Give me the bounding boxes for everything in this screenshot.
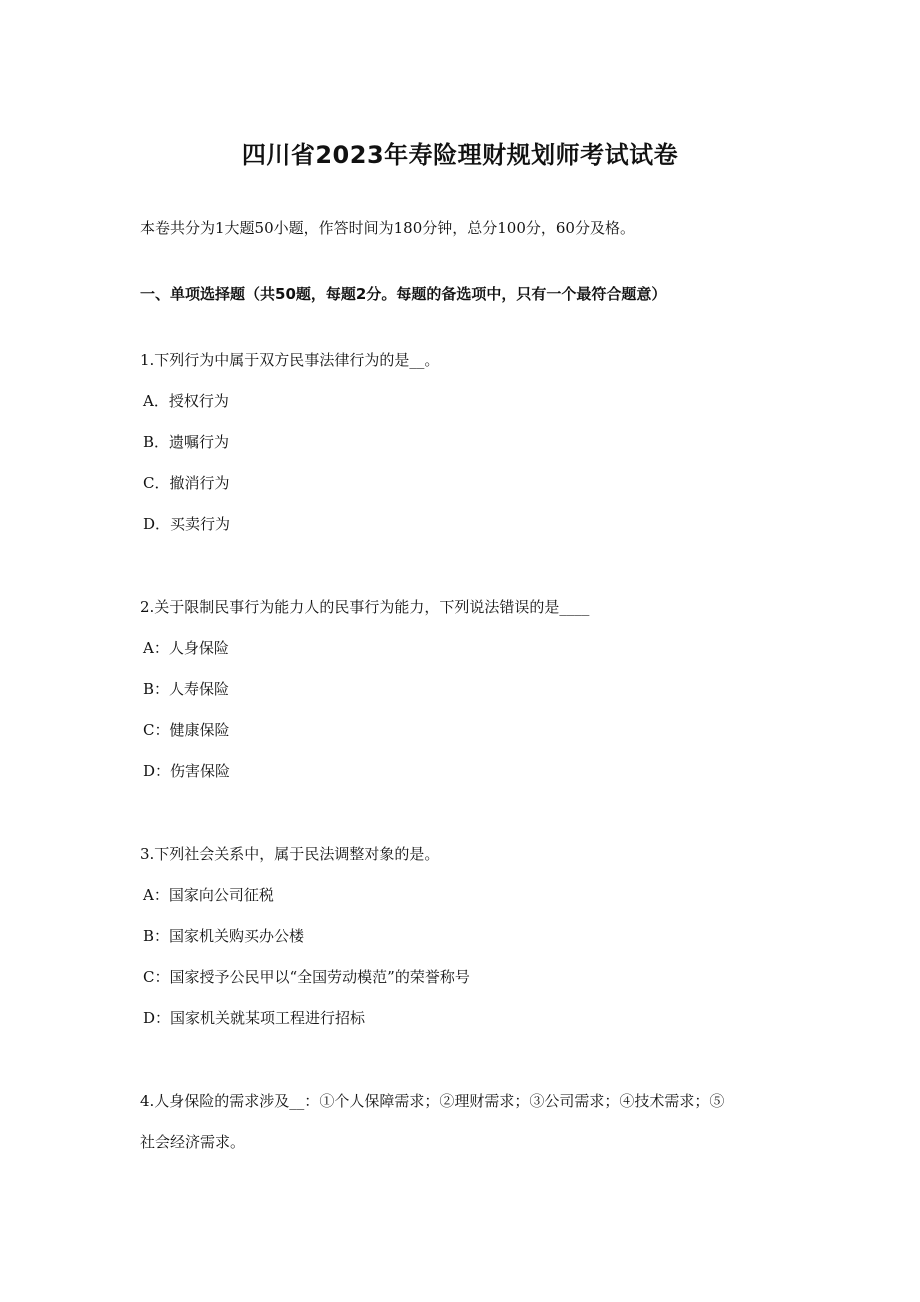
option-d: D．买卖行为 (143, 515, 231, 533)
option-c: C．撤消行为 (143, 474, 230, 492)
question-2 (140, 587, 780, 792)
question-stem-line-2: 社会经济需求。 (140, 1133, 246, 1151)
question-stem: 2.关于限制民事行为能力人的民事行为能力，下列说法错误的是____ (140, 598, 590, 616)
option-b: B：国家机关购买办公楼 (143, 927, 305, 945)
option-a: A：人身保险 (143, 639, 229, 657)
option-d: D：伤害保险 (143, 762, 231, 780)
document-title: 四川省2023年寿险理财规划师考试试卷 (241, 141, 679, 169)
question-3 (140, 834, 780, 1039)
option-d: D：国家机关就某项工程进行招标 (143, 1009, 366, 1027)
option-b: B．遗嘱行为 (143, 433, 230, 451)
option-b: B：人寿保险 (143, 680, 230, 698)
question-stem: 1.下列行为中属于双方民事法律行为的是__。 (140, 351, 440, 369)
option-c: C：健康保险 (143, 721, 230, 739)
section-heading: 一、单项选择题（共50题，每题2分。每题的备选项中，只有一个最符合题意） (140, 285, 667, 303)
question-4 (140, 1081, 780, 1163)
option-a: A：国家向公司征税 (143, 886, 274, 904)
exam-intro: 本卷共分为1大题50小题，作答时间为180分钟，总分100分，60分及格。 (140, 219, 635, 237)
option-a: A．授权行为 (143, 392, 229, 410)
question-stem-line-1: 4.人身保险的需求涉及__：①个人保障需求；②理财需求；③公司需求；④技术需求；⑤ (140, 1092, 725, 1110)
question-stem: 3.下列社会关系中，属于民法调整对象的是。 (140, 845, 440, 863)
question-1 (140, 340, 780, 545)
option-c: C：国家授予公民甲以“全国劳动模范”的荣誉称号 (143, 968, 470, 986)
